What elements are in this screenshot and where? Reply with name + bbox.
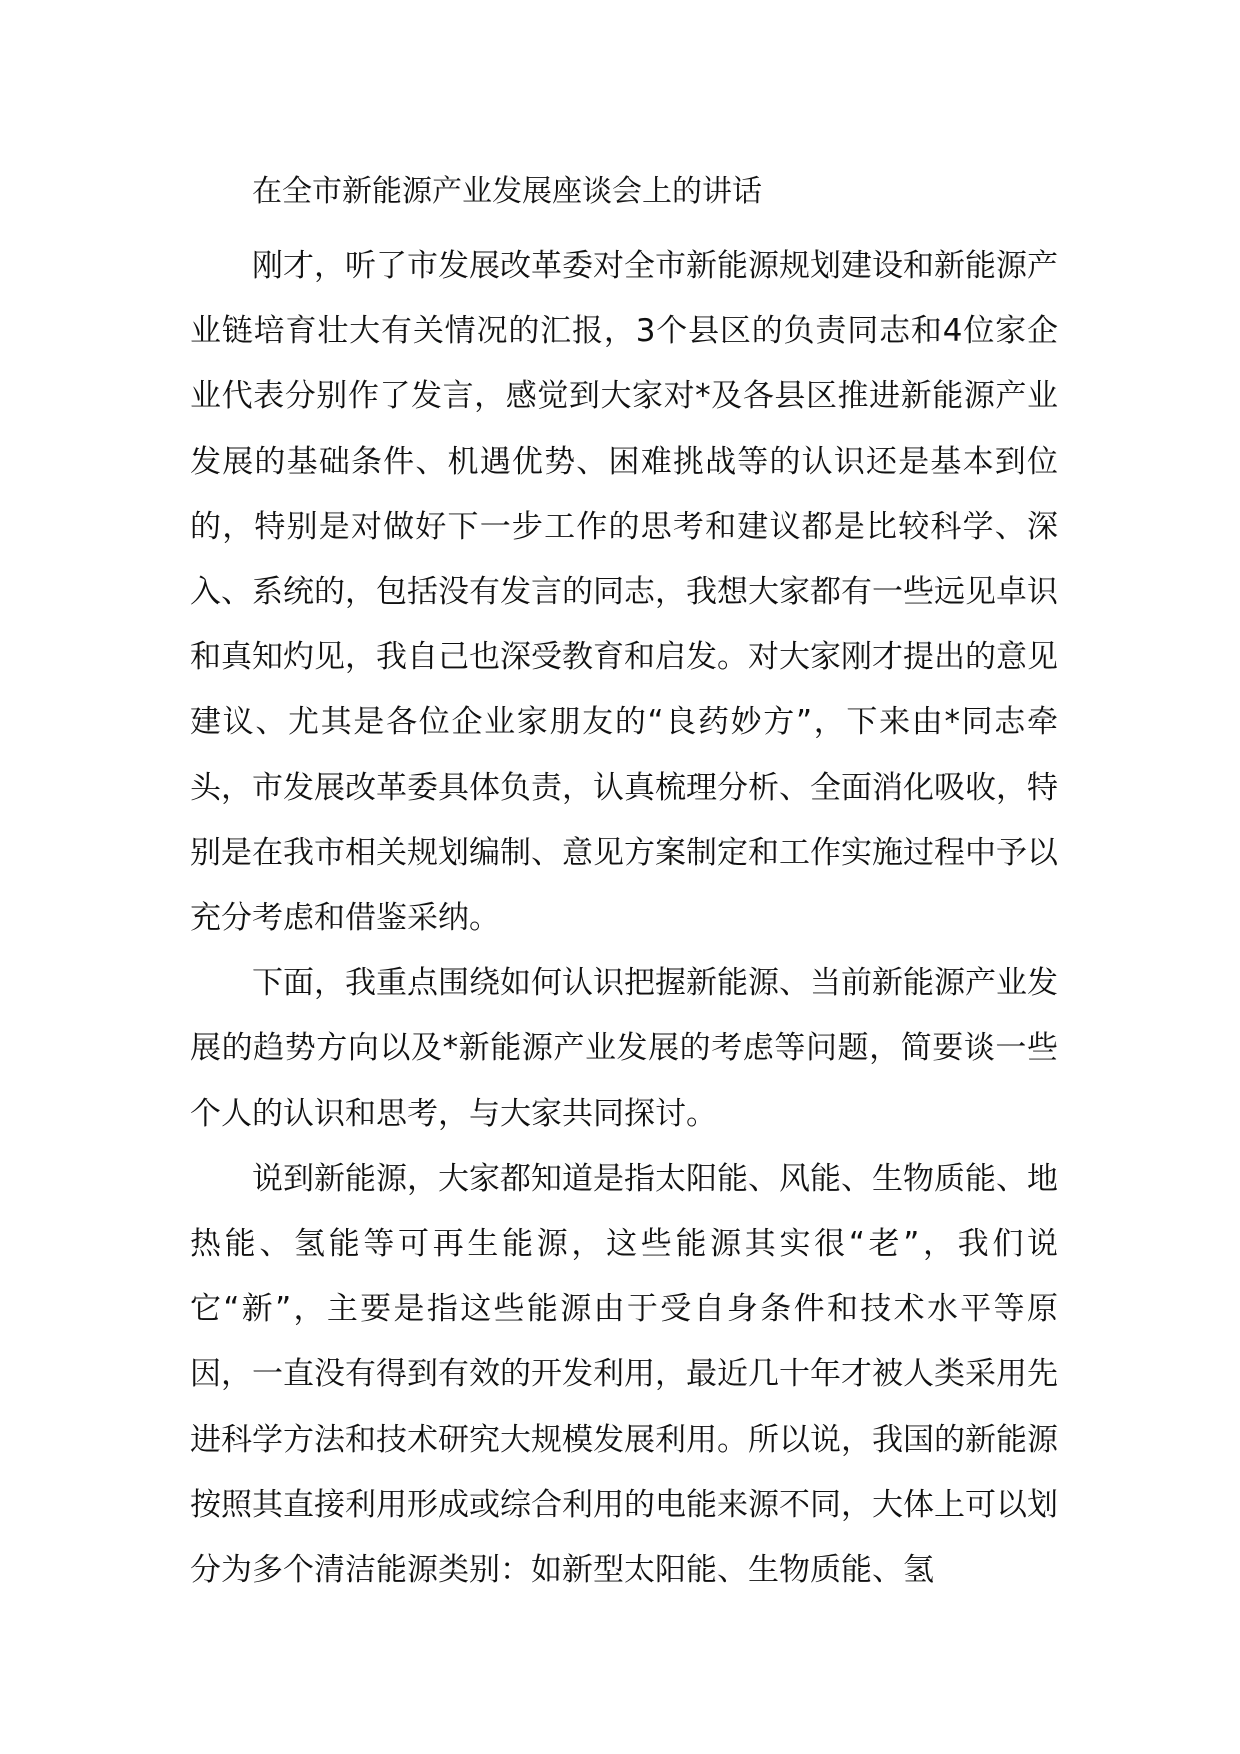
document-title: 在全市新能源产业发展座谈会上的讲话 [252, 174, 762, 209]
paragraph-3: 说到新能源，大家都知道是指太阳能、风能、生物质能、地热能、氢能等可再生能源，这些能源其实很“老”，我们说它“新”，主要是指这些能源由于受自身条件和技术水平等原因，一直没有得到有效的开发利用，最近几十年才被人类采用先进科学方法和技术研究大规模发展利用。所以说，我国的新能源按照其直接利用形成或综合利用的电能来源不同，大体上可以划分为多个清洁能源类别：如新型太阳能、生物质能、氢 [190, 1160, 1058, 1589]
document-body [190, 170, 1058, 1603]
paragraph-2: 下面，我重点围绕如何认识把握新能源、当前新能源产业发展的趋势方向以及*新能源产业发展的考虑等问题，简要谈一些个人的认识和思考，与大家共同探讨。 [190, 965, 1058, 1132]
paragraph-1: 刚才，听了市发展改革委对全市新能源规划建设和新能源产业链培育壮大有关情况的汇报，3个县区的负责同志和4位家企业代表分别作了发言，感觉到大家对*及各县区推进新能源产业发展的基础条件、机遇优势、困难挑战等的认识还是基本到位的，特别是对做好下一步工作的思考和建议都是比较科学、深入、系统的，包括没有发言的同志，我想大家都有一些远见卓识和真知灼见，我自己也深受教育和启发。对大家刚才提出的意见建议、尤其是各位企业家朋友的“良药妙方”，下来由*同志牵头，市发展改革委具体负责，认真梳理分析、全面消化吸收，特别是在我市相关规划编制、意见方案制定和工作实施过程中予以充分考虑和借鉴采纳。 [190, 248, 1058, 937]
